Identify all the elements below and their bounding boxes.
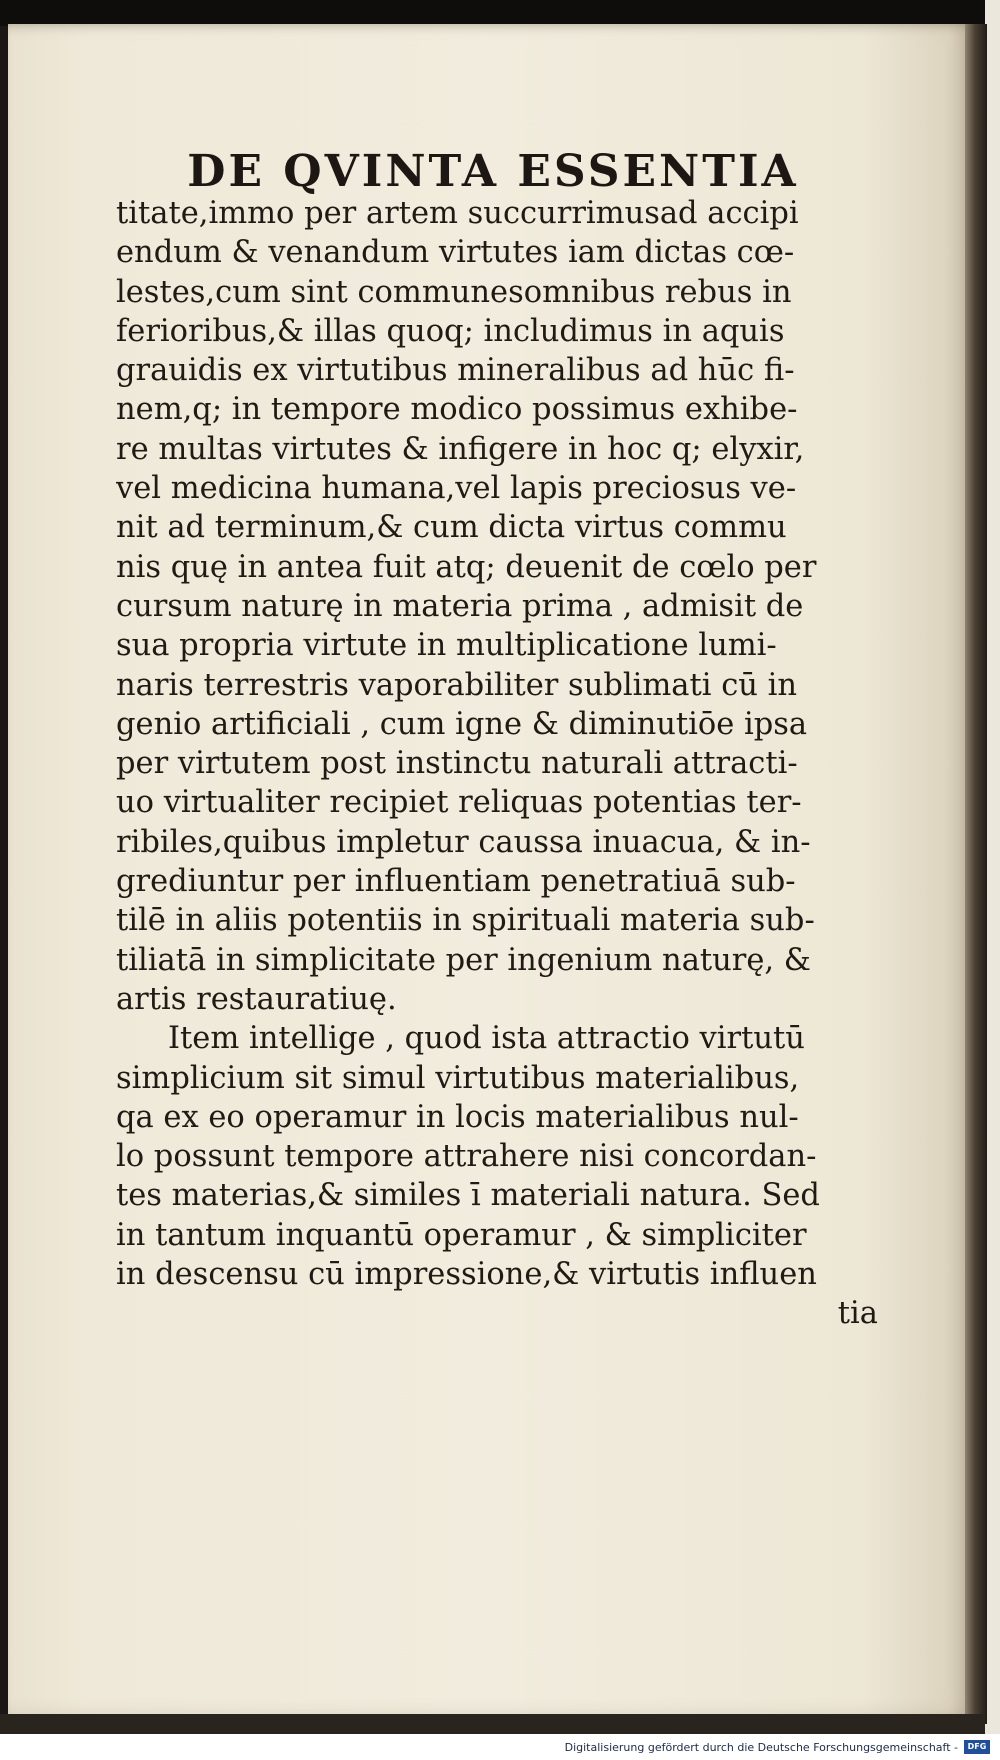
text-line: grauidis ex virtutibus mineralibus ad hūc fi- — [116, 353, 795, 389]
text-line: nem,q; in tempore modico possimus exhibe- — [116, 392, 798, 428]
text-line: in descensu cū impressione,& virtutis influen — [116, 1257, 817, 1293]
text-line: ferioribus,& illas quoq; includimus in aquis — [116, 313, 785, 349]
text-line: artis restauratiuę. — [116, 981, 397, 1017]
text-line: endum & venandum virtutes iam dictas cœ- — [116, 235, 795, 271]
text-line: titate,immo per artem succurrimusad accipi — [116, 196, 799, 231]
text-line: nit ad terminum,& cum dicta virtus commu — [116, 510, 787, 546]
text-line: tilē in aliis potentiis in spirituali materia sub- — [116, 903, 815, 939]
text-line: ribiles,quibus impletur caussa inuacua, & in- — [116, 824, 811, 860]
text-line: qa ex eo operamur in locis materialibus nul- — [116, 1099, 799, 1135]
text-line: nis quę in antea fuit atq; deuenit de cœlo per — [116, 549, 817, 585]
scan-border-top — [0, 0, 1000, 26]
text-line: naris terrestris vaporabiliter sublimati cū in — [116, 667, 798, 703]
text-line: re multas virtutes & infigere in hoc q; elyxir, — [116, 431, 805, 467]
text-line: uo virtualiter recipiet reliquas potentias ter- — [116, 785, 802, 821]
text-line: sua propria virtute in multiplicatione lumi- — [116, 628, 777, 664]
text-line: simplicium sit simul virtutibus materialibus, — [116, 1060, 800, 1096]
paragraph-start-line: Item intellige , quod ista attractio virtutū — [168, 1021, 805, 1057]
text-line: tes materias,& similes ī materiali natura. Sed — [116, 1178, 820, 1214]
scan-border-right — [985, 0, 1000, 1760]
catchword: tia — [837, 1296, 878, 1332]
dfg-logo-icon: DFG — [964, 1740, 990, 1754]
text-line: per virtutem post instinctu naturali attracti- — [116, 746, 798, 782]
digitization-credit: Digitalisierung gefördert durch die Deutsche Forschungsgemeinschaft - — [564, 1741, 958, 1754]
text-line: tiliatā in simplicitate per ingenium naturę, & — [116, 942, 811, 978]
text-line: vel medicina humana,vel lapis preciosus ve- — [116, 471, 797, 507]
running-head: DE QVINTA ESSENTIA — [187, 146, 799, 197]
scan-border-bottom — [0, 1714, 985, 1734]
book-page — [8, 24, 978, 1714]
text-line: grediuntur per influentiam penetratiuā sub- — [116, 864, 796, 900]
text-line: lestes,cum sint communesomnibus rebus in — [116, 274, 792, 310]
body-text — [116, 194, 886, 1334]
text-line: genio artificiali , cum igne & diminutiōe ipsa — [116, 706, 808, 742]
binding-gutter — [965, 24, 987, 1724]
text-line: lo possunt tempore attrahere nisi concordan- — [116, 1139, 817, 1175]
text-line: cursum naturę in materia prima , admisit de — [116, 588, 804, 624]
text-line: in tantum inquantū operamur , & simpliciter — [116, 1217, 807, 1253]
